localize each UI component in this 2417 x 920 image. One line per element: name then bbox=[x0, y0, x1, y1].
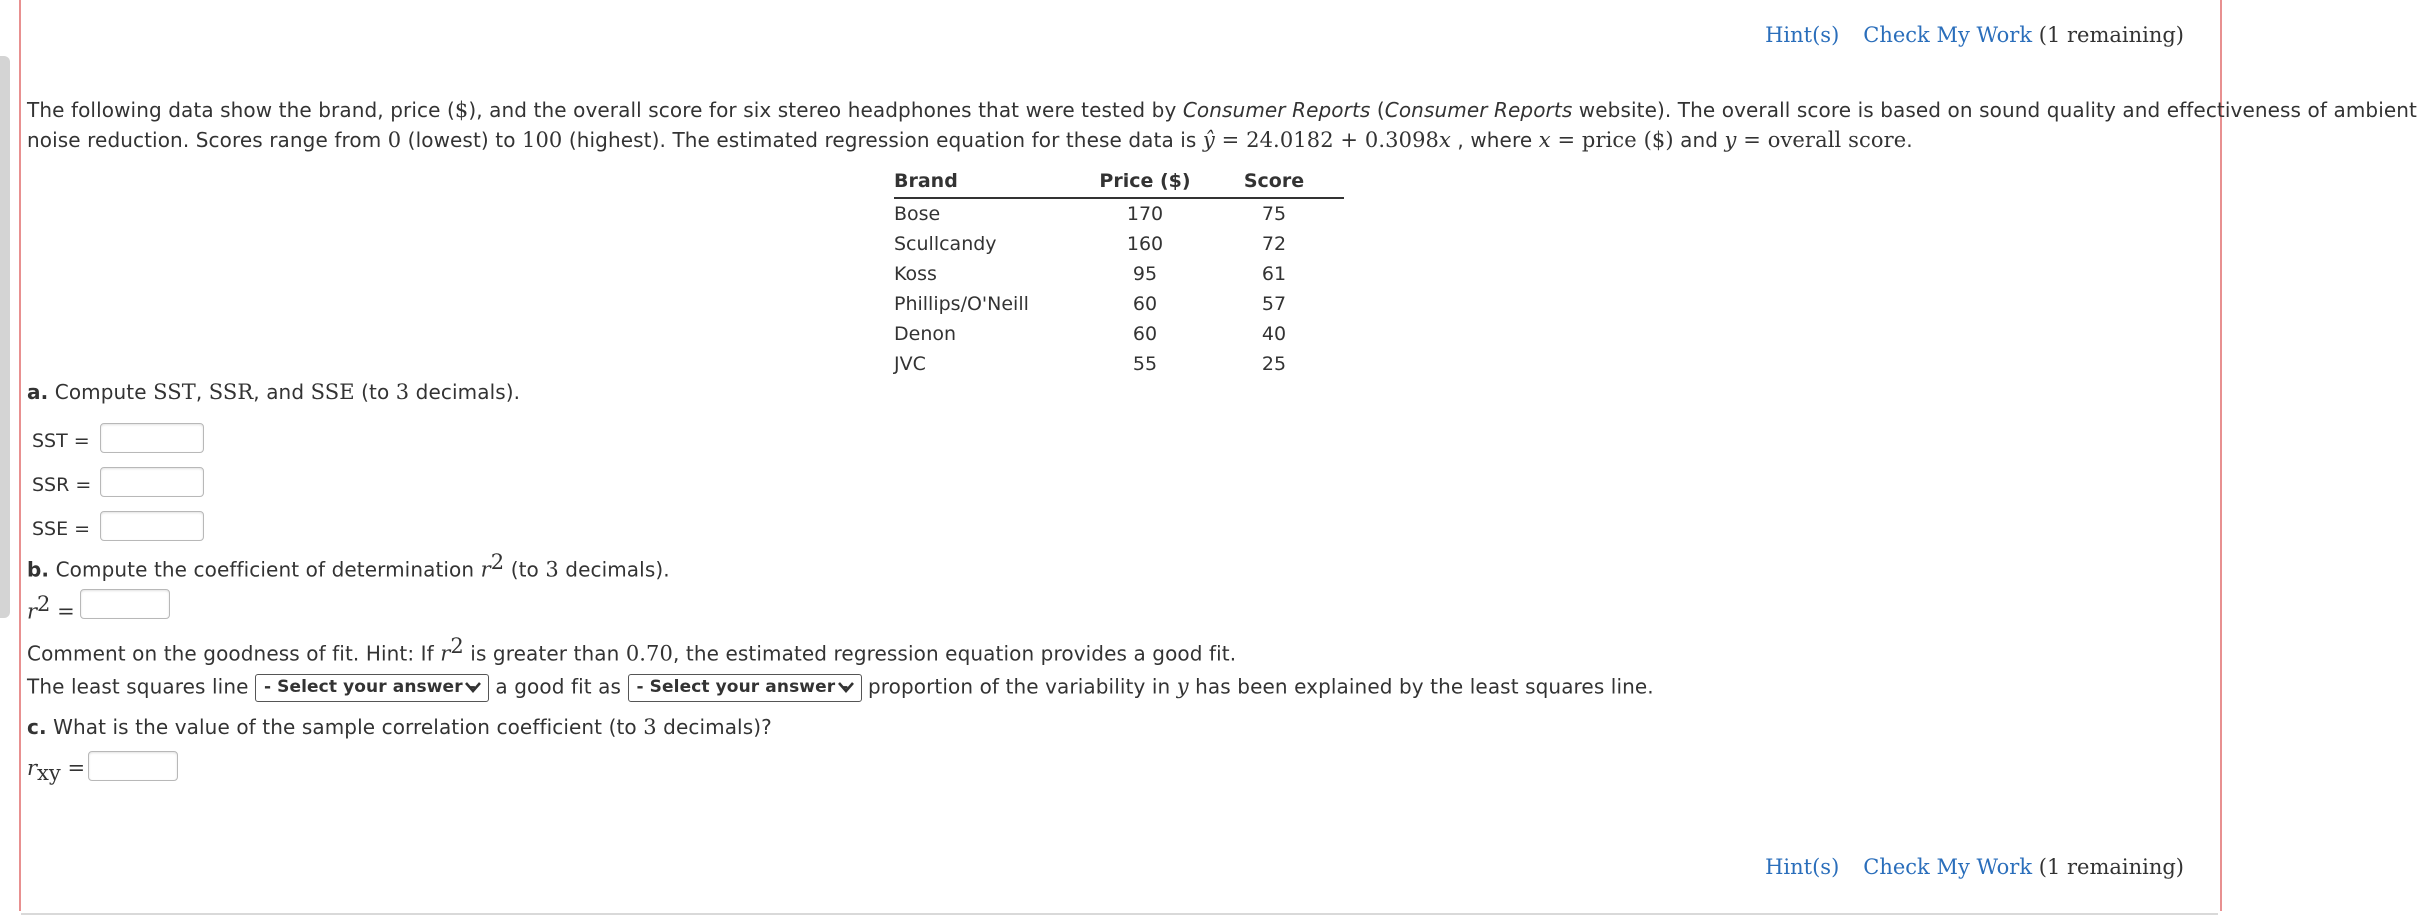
ssr-label: SSR = bbox=[32, 474, 92, 496]
table-row bbox=[894, 229, 1344, 259]
goodness-sentence: The least squares line - Select your answer - a good fit as - Select your answer - proportion of the variability in y has been explained by the least squares line. bbox=[27, 674, 1654, 702]
column-header: Brand bbox=[894, 166, 1086, 198]
table-header-row bbox=[894, 166, 1344, 198]
table-row bbox=[894, 319, 1344, 349]
table-cell: 170 bbox=[1126, 203, 1164, 225]
table-cell: 40 bbox=[1261, 323, 1287, 345]
column-header: Score bbox=[1204, 166, 1344, 198]
regression-equation: ŷ bbox=[1202, 128, 1215, 152]
table-cell: JVC bbox=[894, 353, 926, 375]
table-cell: 25 bbox=[1261, 353, 1287, 375]
part-label: a. bbox=[27, 380, 49, 404]
data-table bbox=[894, 166, 1344, 379]
comment-prompt: Comment on the goodness of fit. Hint: If $r^2$ is greater than 0.70, the estimated regression equation provides a good fit. bbox=[27, 634, 1237, 666]
table-cell: Bose bbox=[894, 203, 941, 225]
chevron-down-icon bbox=[837, 680, 855, 694]
part-label: b. bbox=[27, 557, 50, 582]
fit-select[interactable]: - Select your answer - bbox=[255, 674, 489, 702]
table-cell: 61 bbox=[1261, 263, 1287, 285]
scrollbar[interactable] bbox=[0, 56, 10, 618]
chevron-down-icon bbox=[464, 680, 482, 694]
sst-input[interactable] bbox=[100, 423, 204, 453]
sst-label: SST = bbox=[32, 430, 90, 452]
remaining-count: (1 remaining) bbox=[2038, 855, 2184, 879]
part-c-prompt: c. What is the value of the sample correlation coefficient (to 3 decimals)? bbox=[27, 715, 772, 739]
rxy-label: $r_{xy}$ = bbox=[27, 756, 86, 785]
table-cell: Denon bbox=[894, 323, 957, 345]
rxy-input[interactable] bbox=[88, 751, 178, 781]
table-row bbox=[894, 198, 1344, 229]
part-a-prompt: a. Compute SST, SSR, and SSE (to 3 decimals). bbox=[27, 380, 521, 404]
column-header: Price ($) bbox=[1086, 166, 1204, 198]
part-label: c. bbox=[27, 715, 47, 739]
table-row bbox=[894, 289, 1344, 319]
source-name: Consumer Reports bbox=[1182, 98, 1371, 122]
frame-divider bbox=[21, 913, 2218, 915]
remaining-count: (1 remaining) bbox=[2038, 23, 2184, 47]
table-cell: 60 bbox=[1132, 323, 1158, 345]
table-row bbox=[894, 349, 1344, 379]
table-cell: 60 bbox=[1132, 293, 1158, 315]
r-squared-label: $r^2$ = bbox=[27, 592, 75, 624]
table-cell: 75 bbox=[1261, 203, 1287, 225]
check-my-work-link[interactable]: Check My Work bbox=[1863, 855, 2033, 879]
table-row bbox=[894, 259, 1344, 289]
table-cell: Scullcandy bbox=[894, 233, 997, 255]
proportion-select[interactable]: - Select your answer - bbox=[628, 674, 862, 702]
intro-line-2: noise reduction. Scores range from 0 (lowest) to 100 (highest). The estimated regression equation for these data is ŷ = 24.0182 + 0.3098x , where x = price ($) and y = overall score. bbox=[27, 128, 1913, 152]
hints-bar-bottom bbox=[1765, 855, 2184, 879]
table-cell: Koss bbox=[894, 263, 937, 285]
part-b-prompt: b. Compute the coefficient of determination $r^2$ (to 3 decimals). bbox=[27, 550, 670, 582]
hints-bar-top bbox=[1765, 23, 2184, 47]
sse-label: SSE = bbox=[32, 518, 91, 540]
table-cell: 72 bbox=[1261, 233, 1287, 255]
intro-line-1: The following data show the brand, price ($), and the overall score for six stereo headphones that were tested by Consumer Reports (Consumer Reports website). The overall score is based on sound quality and effectiveness of ambient bbox=[27, 98, 2417, 122]
ssr-input[interactable] bbox=[100, 467, 204, 497]
check-my-work-link[interactable]: Check My Work bbox=[1863, 23, 2033, 47]
table-cell: 57 bbox=[1261, 293, 1287, 315]
table-cell: Phillips/O'Neill bbox=[894, 293, 1029, 315]
hint-link[interactable]: Hint(s) bbox=[1765, 855, 1840, 879]
hint-link[interactable]: Hint(s) bbox=[1765, 23, 1840, 47]
table-cell: 55 bbox=[1132, 353, 1158, 375]
table-cell: 160 bbox=[1126, 233, 1164, 255]
table-cell: 95 bbox=[1132, 263, 1158, 285]
r-squared-input[interactable] bbox=[80, 589, 170, 619]
sse-input[interactable] bbox=[100, 511, 204, 541]
